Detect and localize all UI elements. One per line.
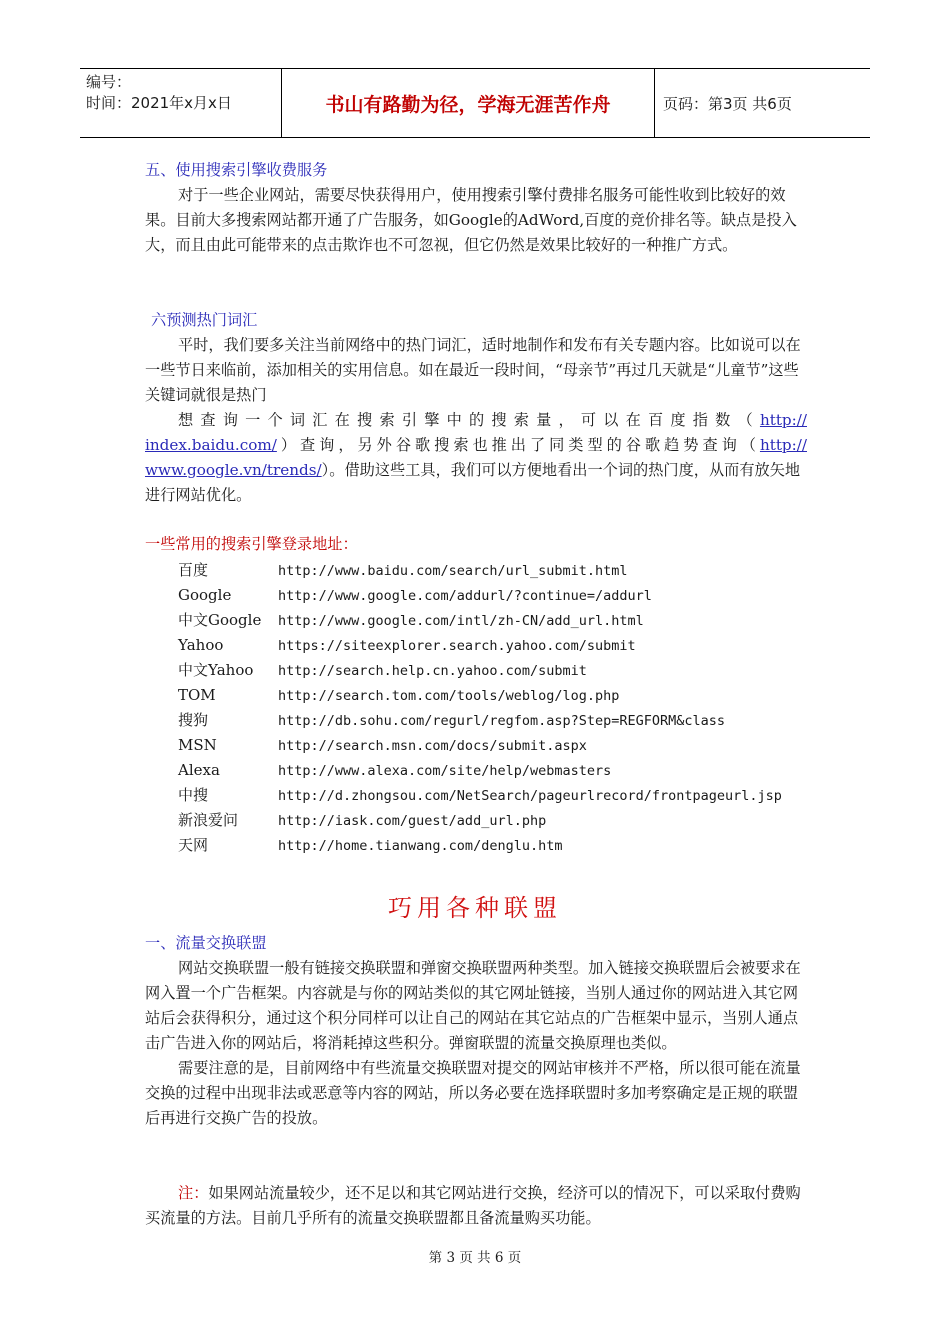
header-number: 编号： [86, 73, 132, 91]
alliance-section-1-title: 一、流量交换联盟 [145, 934, 267, 952]
engine-name: 中搜 [178, 786, 209, 804]
section-5-title: 五、使用搜索引擎收费服务 [145, 161, 328, 179]
engine-url[interactable]: http://db.sohu.com/regurl/regfom.asp?Step=REGFORM&class [278, 713, 726, 729]
engine-url[interactable]: http://iask.com/guest/add_url.php [278, 813, 547, 829]
engine-name: Yahoo [178, 636, 224, 654]
list-item [178, 758, 838, 783]
search-engine-list [178, 558, 838, 858]
engine-url[interactable]: https://siteexplorer.search.yahoo.com/submit [278, 638, 636, 654]
engine-name: MSN [178, 736, 217, 754]
list-item [178, 708, 838, 733]
list-item [178, 683, 838, 708]
list-item [178, 658, 838, 683]
section-5-paragraph: 对于一些企业网站，需要尽快获得用户，使用搜索引擎付费排名服务可能性收到比较好的效果。目前大多搜索网站都开通了广告服务，如Google的AdWord,百度的竞价排名等。缺点是投入大，而且由此可能带来的点击欺诈也不可忽视，但它仍然是效果比较好的一种推广方式。 [145, 186, 797, 254]
list-item [178, 633, 838, 658]
alliance-heading: 巧用各种联盟 [388, 894, 562, 922]
engines-heading-block [145, 532, 807, 557]
engine-name: Google [178, 586, 232, 604]
engine-url[interactable]: http://www.baidu.com/search/url_submit.html [278, 563, 628, 579]
header-meta [80, 69, 282, 137]
engine-name: 中文Google [178, 611, 262, 629]
list-item [178, 608, 838, 633]
engine-name: 中文Yahoo [178, 661, 254, 679]
list-item [178, 583, 838, 608]
engine-name: 天网 [178, 836, 209, 854]
alliance-section-1 [145, 931, 807, 1131]
engine-url[interactable]: http://d.zhongsou.com/NetSearch/pageurlrecord/frontpageurl.jsp [278, 788, 782, 804]
engine-url[interactable]: http://search.msn.com/docs/submit.aspx [278, 738, 587, 754]
section-5 [145, 158, 807, 258]
header-date: 时间：2021年x月x日 [86, 94, 232, 112]
alliance-paragraph-1: 网站交换联盟一般有链接交换联盟和弹窗交换联盟两种类型。加入链接交换联盟后会被要求在网入置一个广告框架。内容就是与你的网站类似的其它网址链接，当别人通过你的网站进入其它网站后会获得积分，通过这个积分同样可以让自己的网站在其它站点的广告框架中显示，当别人通点击广告进入你的网站后，将消耗掉这些积分。弹窗联盟的流量交换原理也类似。 [145, 959, 801, 1052]
engine-url[interactable]: http://www.alexa.com/site/help/webmasters [278, 763, 612, 779]
engines-title: 一些常用的搜索引擎登录地址： [145, 535, 358, 553]
section-6-paragraph-2-line-1 [145, 408, 807, 433]
engine-url[interactable]: http://search.tom.com/tools/weblog/log.php [278, 688, 620, 704]
alliance-note [145, 1181, 807, 1231]
list-item [178, 808, 838, 833]
baidu-index-link-cont[interactable]: index.baidu.com/ [145, 436, 277, 454]
engine-name: TOM [178, 686, 216, 704]
engine-url[interactable]: http://search.help.cn.yahoo.com/submit [278, 663, 587, 679]
section-6-paragraph-2-line-3 [145, 458, 807, 508]
p2-line2-text: ）查询，另外谷歌搜索也推出了同类型的谷歌趋势查询（ [276, 436, 760, 454]
google-trends-link[interactable]: http:// [759, 436, 807, 454]
alliance-paragraph-2: 需要注意的是，目前网络中有些流量交换联盟对提交的网站审核并不严格，所以很可能在流量交换的过程中出现非法或恶意等内容的网站，所以务必要在选择联盟时多加考察确定是正规的联盟后再进行交换广告的投放。 [145, 1059, 801, 1127]
google-trends-link-cont[interactable]: www.google.vn/trends/ [145, 461, 322, 479]
note-text: 如果网站流量较少，还不足以和其它网站进行交换，经济可以的情况下，可以采取付费购买流量的方法。目前几乎所有的流量交换联盟都且备流量购买功能。 [145, 1184, 801, 1227]
engine-url[interactable]: http://www.google.com/intl/zh-CN/add_url.html [278, 613, 644, 629]
engine-name: 新浪爱问 [178, 811, 239, 829]
engine-name: Alexa [178, 761, 220, 779]
list-item [178, 558, 838, 583]
engine-name: 搜狗 [178, 711, 209, 729]
section-6 [145, 308, 807, 508]
engine-url[interactable]: http://home.tianwang.com/denglu.htm [278, 838, 563, 854]
header-motto: 书山有路勤为径，学海无涯苦作舟 [282, 69, 655, 137]
list-item [178, 833, 838, 858]
page-footer: 第 3 页 共 6 页 [428, 1250, 522, 1266]
engine-url[interactable]: http://www.google.com/addurl/?continue=/addurl [278, 588, 652, 604]
list-item [178, 733, 838, 758]
baidu-index-link[interactable]: http:// [759, 411, 807, 429]
list-item [178, 783, 838, 808]
section-6-paragraph-1: 平时，我们要多关注当前网络中的热门词汇，适时地制作和发布有关专题内容。比如说可以在一些节日来临前，添加相关的实用信息。如在最近一段时间，“母亲节”再过几天就是“儿童节”这些关键词就很是热门 [145, 336, 801, 404]
page-header [80, 68, 870, 138]
p2-line1-text: 想查询一个词汇在搜索引擎中的搜索量，可以在百度指数（ [178, 411, 760, 429]
engine-name: 百度 [178, 561, 209, 579]
section-6-title: 六预测热门词汇 [151, 311, 258, 329]
section-6-paragraph-2-line-2 [145, 433, 807, 458]
header-page-number: 页码：第3页 共6页 [663, 95, 792, 113]
note-label: 注： [178, 1184, 209, 1202]
p2-line3-text: ）。借助这些工具，我们可以方便地看出一个词的热门度，从而有放矢地进行网站优化。 [145, 461, 801, 504]
